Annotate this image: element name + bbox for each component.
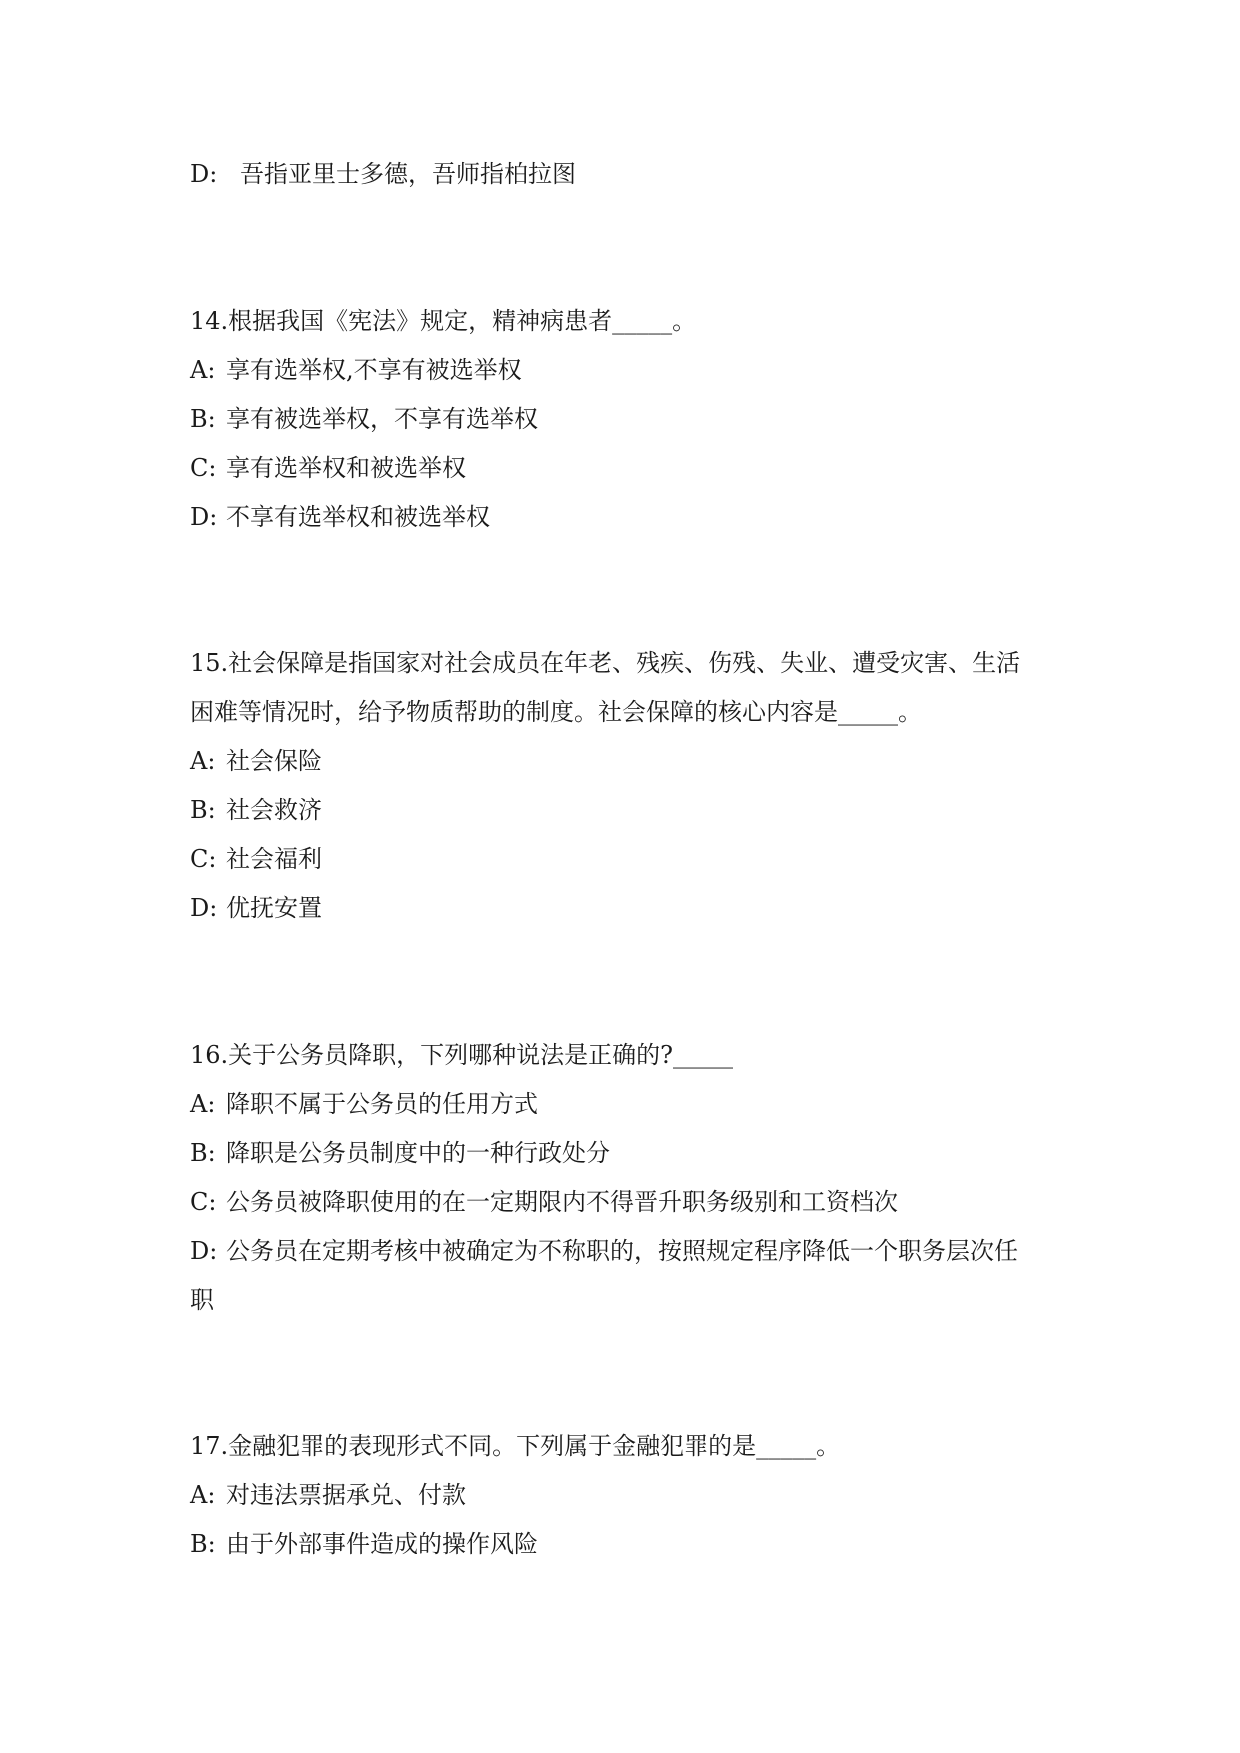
- option-label: A:: [190, 1090, 216, 1118]
- question-stem-line-1: 15.社会保障是指国家对社会成员在年老、残疾、伤残、失业、遭受灾害、生活: [190, 649, 1021, 677]
- option-text: 对违法票据承兑、付款: [226, 1481, 466, 1509]
- option-d: [190, 1235, 1070, 1267]
- question-stem: 16.关于公务员降职，下列哪种说法是正确的?_____: [190, 1041, 734, 1069]
- question-stem: 17.金融犯罪的表现形式不同。下列属于金融犯罪的是_____。: [190, 1432, 841, 1460]
- option-label: A:: [190, 747, 216, 775]
- option-d: [190, 501, 1070, 533]
- option-d-continuation: 职: [190, 1286, 214, 1314]
- option-label: A:: [190, 1481, 216, 1509]
- option-label: D:: [190, 1237, 218, 1265]
- option-a: [190, 1479, 1070, 1511]
- option-text: 吾指亚里士多德，吾师指柏拉图: [240, 160, 576, 188]
- option-label: B:: [190, 1530, 216, 1558]
- option-text: 不享有选举权和被选举权: [226, 503, 490, 531]
- option-a: [190, 1088, 1070, 1120]
- prev-question-option-d: [190, 158, 1070, 190]
- option-c: [190, 1186, 1070, 1218]
- option-a: [190, 745, 1070, 777]
- option-b: [190, 1528, 1070, 1560]
- option-b: [190, 794, 1070, 826]
- option-label: C:: [190, 454, 217, 482]
- option-c: [190, 452, 1070, 484]
- option-text: 社会保险: [226, 747, 322, 775]
- option-text: 由于外部事件造成的操作风险: [226, 1530, 538, 1558]
- option-text: 社会福利: [226, 845, 322, 873]
- option-label: B:: [190, 1139, 216, 1167]
- option-text: 优抚安置: [226, 894, 322, 922]
- option-text: 公务员被降职使用的在一定期限内不得晋升职务级别和工资档次: [226, 1188, 898, 1216]
- option-label: D:: [190, 894, 218, 922]
- option-text: 享有选举权和被选举权: [226, 454, 466, 482]
- option-label: C:: [190, 1188, 217, 1216]
- option-text: 降职不属于公务员的任用方式: [226, 1090, 538, 1118]
- option-text: 享有被选举权，不享有选举权: [226, 405, 538, 433]
- option-text: 享有选举权,不享有被选举权: [226, 356, 522, 384]
- option-c: [190, 843, 1070, 875]
- option-a: [190, 354, 1070, 386]
- option-label: A:: [190, 356, 216, 384]
- option-text: 公务员在定期考核中被确定为不称职的，按照规定程序降低一个职务层次任: [226, 1237, 1018, 1265]
- option-label: D:: [190, 503, 218, 531]
- option-b: [190, 403, 1070, 435]
- option-label: B:: [190, 796, 216, 824]
- option-text: 社会救济: [226, 796, 322, 824]
- question-stem-line-2: 困难等情况时，给予物质帮助的制度。社会保障的核心内容是_____。: [190, 698, 922, 726]
- option-d: [190, 892, 1070, 924]
- option-label: B:: [190, 405, 216, 433]
- option-b: [190, 1137, 1070, 1169]
- question-stem: 14.根据我国《宪法》规定，精神病患者_____。: [190, 307, 697, 335]
- option-label: C:: [190, 845, 217, 873]
- option-text: 降职是公务员制度中的一种行政处分: [226, 1139, 610, 1167]
- option-label: D:: [190, 160, 218, 188]
